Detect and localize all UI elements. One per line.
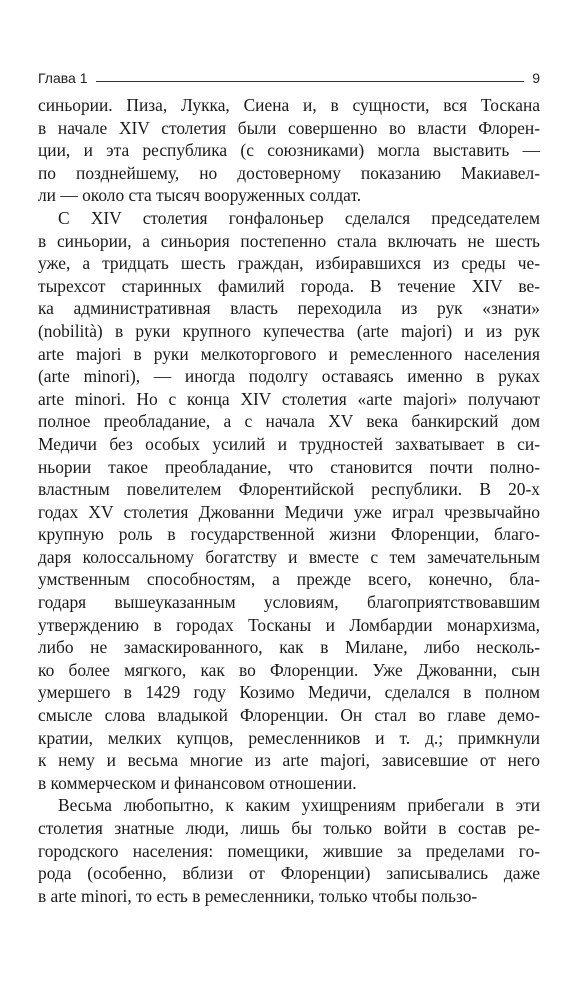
text-line: Медичи без особых усилий и трудностей захватывает в си-	[38, 433, 540, 454]
text-line: городского населения: помещики, жившие за пределами го-	[38, 840, 540, 861]
text-line: даря колоссальному богатству и вместе с тем замечательным	[38, 546, 540, 567]
text-line: в синьории, а синьория постепенно стала включать не шесть	[38, 230, 540, 251]
text-line: (nobilità) в руки крупного купечества (arte majori) и из рук	[38, 320, 540, 341]
text-line: столетия знатные люди, лишь бы только войти в состав ре-	[38, 818, 540, 838]
text-line: ко более мягкого, как во Флоренции. Уже Джованни, сын	[38, 659, 540, 680]
text-line: ли — около ста тысяч вооруженных солдат.	[38, 185, 362, 206]
body-text	[38, 94, 540, 907]
text-line: arte minori. Но с конца XIV столетия «arte majori» получают	[38, 388, 540, 409]
text-line: смысле слова владыкой Флоренции. Он стал во главе демо-	[38, 705, 540, 726]
text-line: полное преобладание, а с начала XV века банкирский дом	[38, 411, 540, 432]
paragraph	[38, 207, 540, 794]
text-line: крупную роль в государственной жизни Флоренции, благо-	[38, 524, 540, 545]
text-line: С XIV столетия гонфалоньер сделался председателем	[58, 207, 540, 228]
text-line: ции, и эта республика (с союзниками) могла выставить —	[38, 140, 540, 161]
running-head	[38, 64, 540, 86]
text-line: arte majori в руки мелкоторгового и ремесленного населения	[38, 343, 540, 364]
text-line: в начале XIV столетия были совершенно во власти Флорен-	[38, 117, 540, 138]
text-line: умершего в 1429 году Козимо Медичи, сделался в полном	[38, 682, 540, 703]
text-line: либо не замаскированного, как в Милане, либо несколь-	[38, 637, 540, 658]
text-line: годах XV столетия Джованни Медичи уже играл чрезвычайно	[38, 501, 540, 522]
page-number: 9	[532, 70, 540, 86]
text-line: умственным способностям, а прежде всего, конечно, бла-	[38, 569, 540, 590]
text-line: Весьма любопытно, к каким ухищрениям прибегали в эти	[58, 795, 540, 816]
text-line: ньории такое преобладание, что становится почти полно-	[38, 456, 540, 477]
text-line: властным повелителем Флорентийской республики. В 20-х	[38, 479, 540, 500]
paragraph	[38, 794, 540, 907]
text-line: к нему и весьма многие из arte majori, зависевшие от него	[38, 750, 540, 771]
text-line: в arte minori, то есть в ремесленники, только чтобы пользо-	[38, 885, 478, 906]
text-line: по позднейшему, но достоверному показанию Макиавел-	[38, 162, 540, 183]
header-rule	[96, 81, 525, 82]
paragraph	[38, 94, 540, 207]
text-line: тырехсот старинных фамилий города. В течение XIV ве-	[38, 275, 540, 296]
text-line: (arte minori), — иногда подолгу оставаясь именно в руках	[38, 366, 540, 387]
text-line: кратии, мелких купцов, ремесленников и т. д.; примкнули	[38, 727, 540, 748]
text-line: рода (особенно, вблизи от Флоренции) записывались даже	[38, 863, 540, 884]
text-line: в коммерческом и финансовом отношении.	[38, 772, 357, 793]
text-line: синьории. Пиза, Лукка, Сиена и, в сущности, вся Тоскана	[38, 95, 540, 115]
text-line: утверждению в городах Тосканы и Ломбардии монархизма,	[38, 614, 540, 635]
text-line: уже, а тридцать шесть граждан, избиравшихся из среды че-	[38, 253, 540, 274]
chapter-label: Глава 1	[38, 70, 88, 86]
text-line: годаря вышеуказанным условиям, благоприятствовавшим	[38, 592, 540, 613]
text-line: ка административная власть переходила из рук «знати»	[38, 298, 540, 319]
